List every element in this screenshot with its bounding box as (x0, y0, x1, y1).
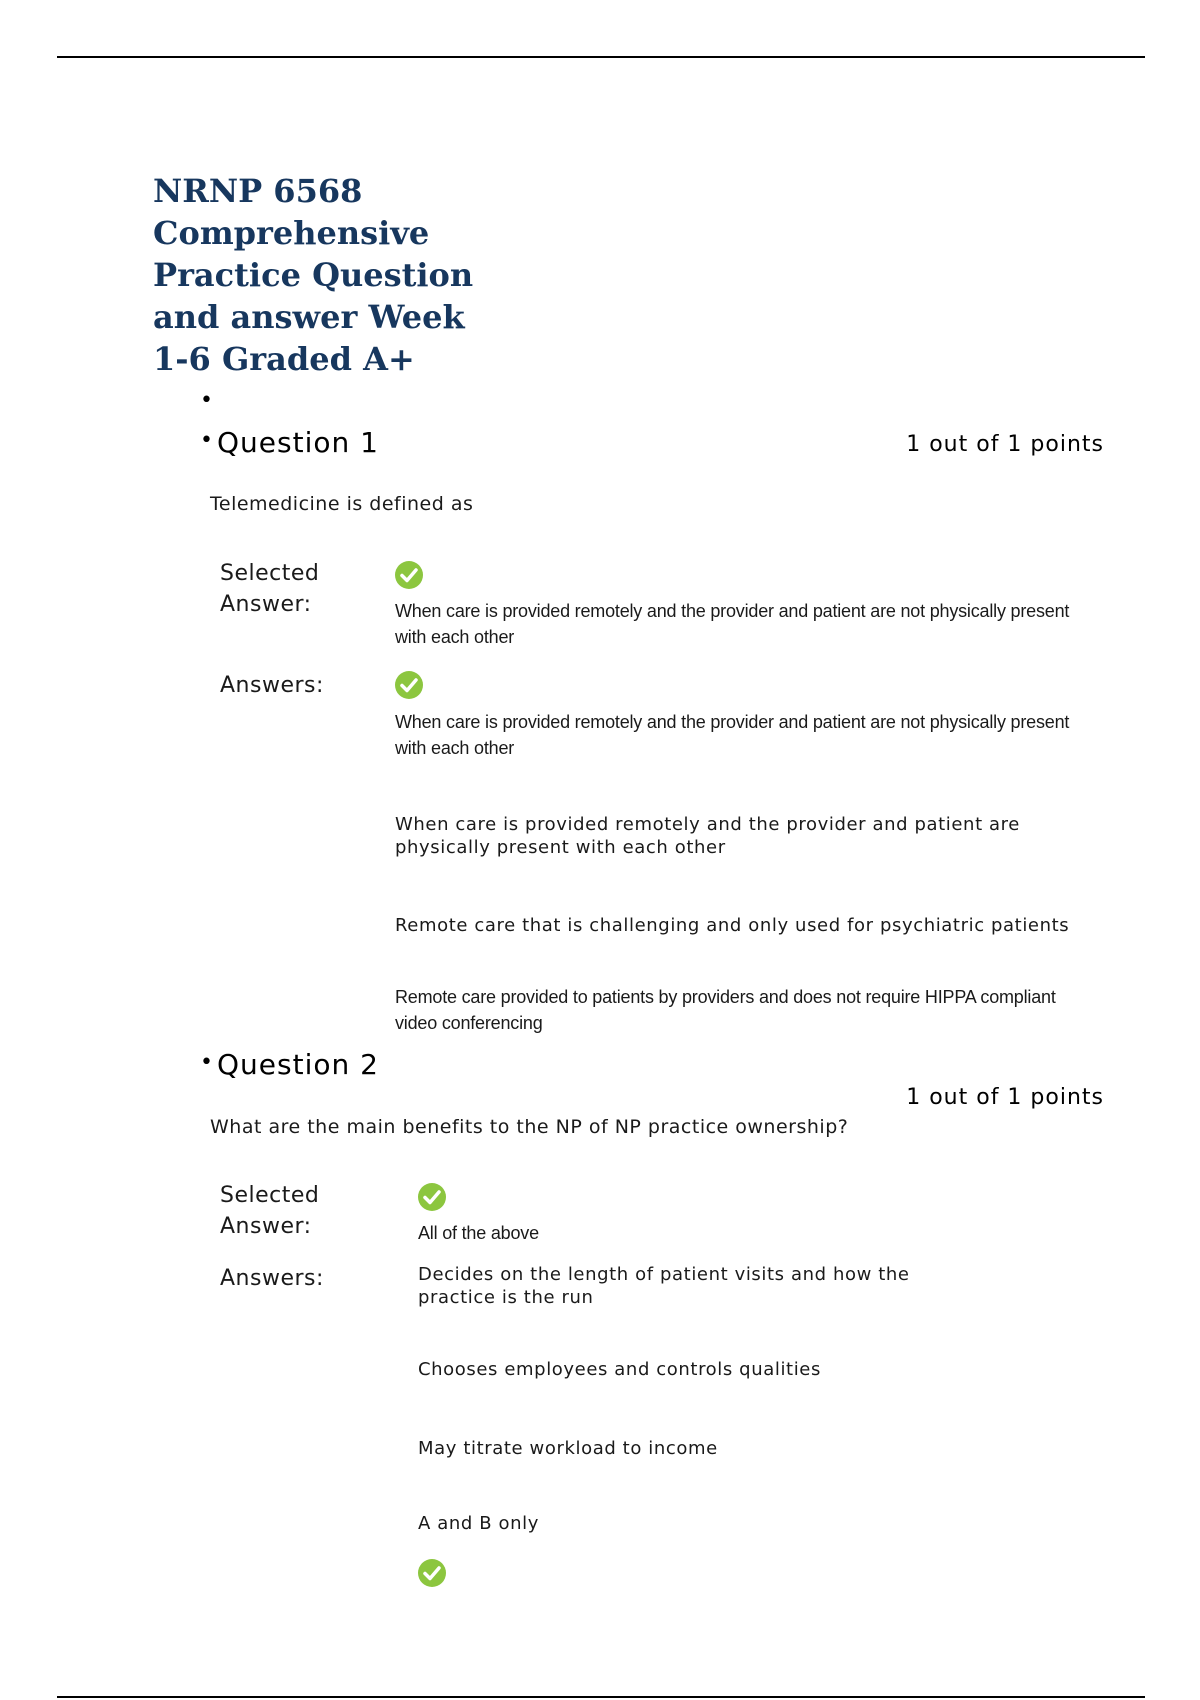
bottom-rule (57, 1696, 1145, 1698)
question-2-points: 1 out of 1 points (906, 1085, 1104, 1110)
selected-answer-label (220, 1180, 370, 1242)
question-1-bullet: • (200, 428, 213, 453)
top-rule (57, 56, 1145, 58)
question-2-answer-option: May titrate workload to income (418, 1438, 718, 1459)
document-title: NRNP 6568 Comprehensive Practice Question and answer Week 1-6 Graded A+ (153, 172, 474, 378)
question-1-answer-option: Remote care that is challenging and only used for psychiatric patients (395, 915, 1070, 936)
question-1-selected-answer: When care is provided remotely and the provider and patient are not physically present with each other (395, 601, 1070, 647)
question-2-answer-option: A and B only (418, 1513, 539, 1534)
question-2-text: What are the main benefits to the NP of NP practice ownership? (210, 1116, 849, 1138)
question-2-answer-option: Chooses employees and controls qualities (418, 1359, 821, 1380)
question-1-answer-option: When care is provided remotely and the provider and patient are physically present with each other (395, 814, 1020, 858)
answers-label: Answers: (220, 1266, 324, 1291)
question-2-bullet: • (200, 1050, 213, 1075)
selected-answer-label (220, 558, 370, 620)
check-circle-icon (395, 671, 423, 699)
question-1-text: Telemedicine is defined as (210, 493, 474, 515)
check-circle-icon (395, 561, 423, 589)
question-1-answer-option: When care is provided remotely and the provider and patient are not physically present with each other (395, 712, 1070, 758)
question-2-heading: Question 2 (217, 1048, 379, 1081)
selected-label-line-2: Answer: (220, 592, 312, 617)
question-2-selected-answer: All of the above (418, 1223, 539, 1243)
question-2-answer-option: Decides on the length of patient visits and how the practice is the run (418, 1264, 910, 1308)
check-circle-icon (418, 1559, 446, 1587)
selected-label-line-1: Selected (220, 1183, 320, 1208)
selected-label-line-1: Selected (220, 561, 320, 586)
empty-bullet: • (200, 388, 213, 413)
question-1-heading: Question 1 (217, 426, 379, 459)
selected-label-line-2: Answer: (220, 1214, 312, 1239)
question-1-points: 1 out of 1 points (906, 432, 1104, 457)
answers-label: Answers: (220, 673, 324, 698)
check-circle-icon (418, 1183, 446, 1211)
question-1-answer-option: Remote care provided to patients by providers and does not require HIPPA compliant video conferencing (395, 987, 1056, 1033)
